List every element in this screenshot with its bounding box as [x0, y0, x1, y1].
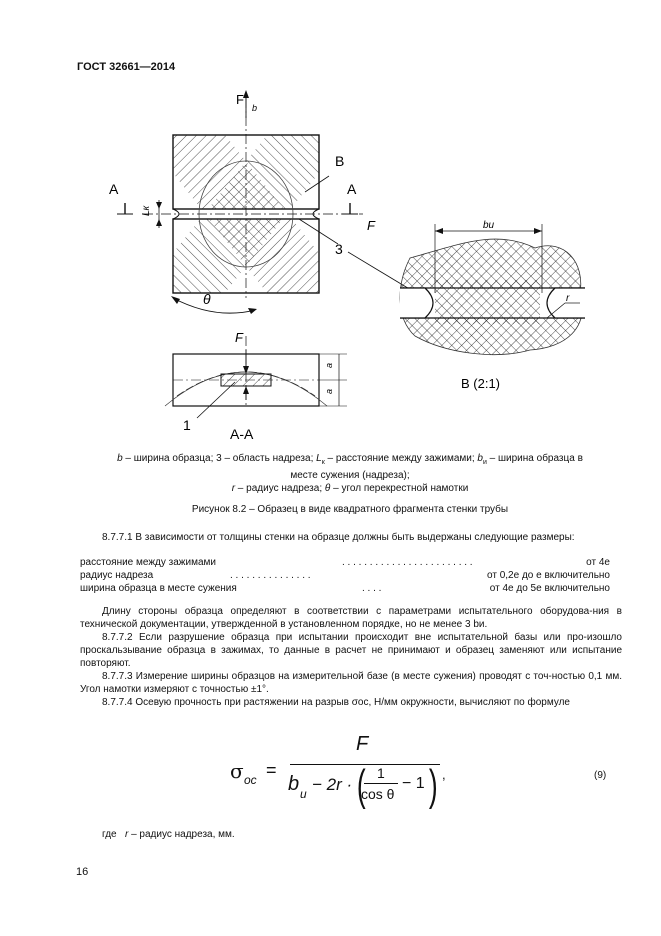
paragraph-8-7-7-1: 8.7.7.1 В зависимости от толщины стенки на образце должны быть выдержаны следующие размеры:: [102, 532, 575, 543]
label-a-top: a: [324, 362, 334, 368]
sizes-list: [80, 556, 610, 595]
label-bu: bи: [483, 220, 495, 231]
paragraph-length: Длину стороны образца определяют в соответствии с параметрами испытательного оборудова-ния в технической документации, утвержденной в установленном порядке, но не менее 3 bи.: [80, 606, 622, 630]
label-B: B: [335, 153, 345, 169]
figure-8-2: [95, 88, 615, 448]
document-header: ГОСТ 32661—2014: [77, 61, 176, 73]
paragraph-8-7-7-4: 8.7.7.4 Осевую прочность при растяжении на разрыв σос, Н/мм окружности, вычисляют по формуле: [102, 697, 570, 708]
size-row: радиус надреза . . . . . . . . . . . . . . . от 0,2e до e включительно: [80, 570, 610, 581]
label-1: 1: [183, 417, 191, 433]
section-a-a: [165, 336, 347, 418]
label-b: b: [252, 103, 258, 113]
figure-legend: b – ширина образца; 3 – область надреза; $L_к$ – расстояние между зажимами; $b_и$ – ширина образца в месте сужения (надреза); r – радиус надреза; θ – угол перекрестной намотки: [117, 453, 583, 494]
formula-9: σ ос = F b и − 2r · ( 1 cos θ − 1 ) ,: [230, 733, 446, 810]
label-r: r: [566, 293, 570, 304]
label-F-section: F: [235, 330, 243, 345]
label-theta: θ: [203, 291, 211, 307]
label-detail-B: B (2:1): [461, 376, 501, 391]
label-A-right: A: [347, 181, 357, 197]
label-A-left: A: [109, 181, 119, 197]
formula-number: (9): [594, 770, 607, 781]
label-F-right: F: [367, 218, 375, 233]
label-a-bottom: a: [324, 388, 334, 394]
where-clause: где r – радиус надреза, мм.: [102, 829, 235, 840]
size-row: расстояние между зажимами . . . . . . . . . . . . . . . . . . . . . . . . от 4e: [80, 557, 610, 568]
label-F-top: F: [236, 92, 244, 107]
label-Lk: Lк: [141, 205, 152, 216]
specimen-main-view: [117, 90, 435, 314]
label-section-AA: A-A: [230, 426, 254, 442]
label-3: 3: [335, 241, 343, 257]
size-row: ширина образца в месте сужения . . . . от 4e до 5e включительно: [80, 583, 610, 594]
paragraph-8-7-7-2: 8.7.7.2 Если разрушение образца при испытании происходит вне испытательной базы или про-изошло проскальзывание образца в зажимах, то данные в расчет не принимают и образец заменяют или испытание повторяют.: [80, 632, 622, 669]
detail-b: [395, 218, 595, 368]
paragraph-8-7-7-3: 8.7.7.3 Измерение ширины образцов на измерительной базе (в месте сужения) проводят с точ-ностью 0,1 мм. Угол намотки измеряют с точностью ±1°.: [80, 671, 622, 695]
page-number: 16: [76, 866, 89, 878]
figure-caption: Рисунок 8.2 – Образец в виде квадратного фрагмента стенки трубы: [191, 504, 509, 515]
